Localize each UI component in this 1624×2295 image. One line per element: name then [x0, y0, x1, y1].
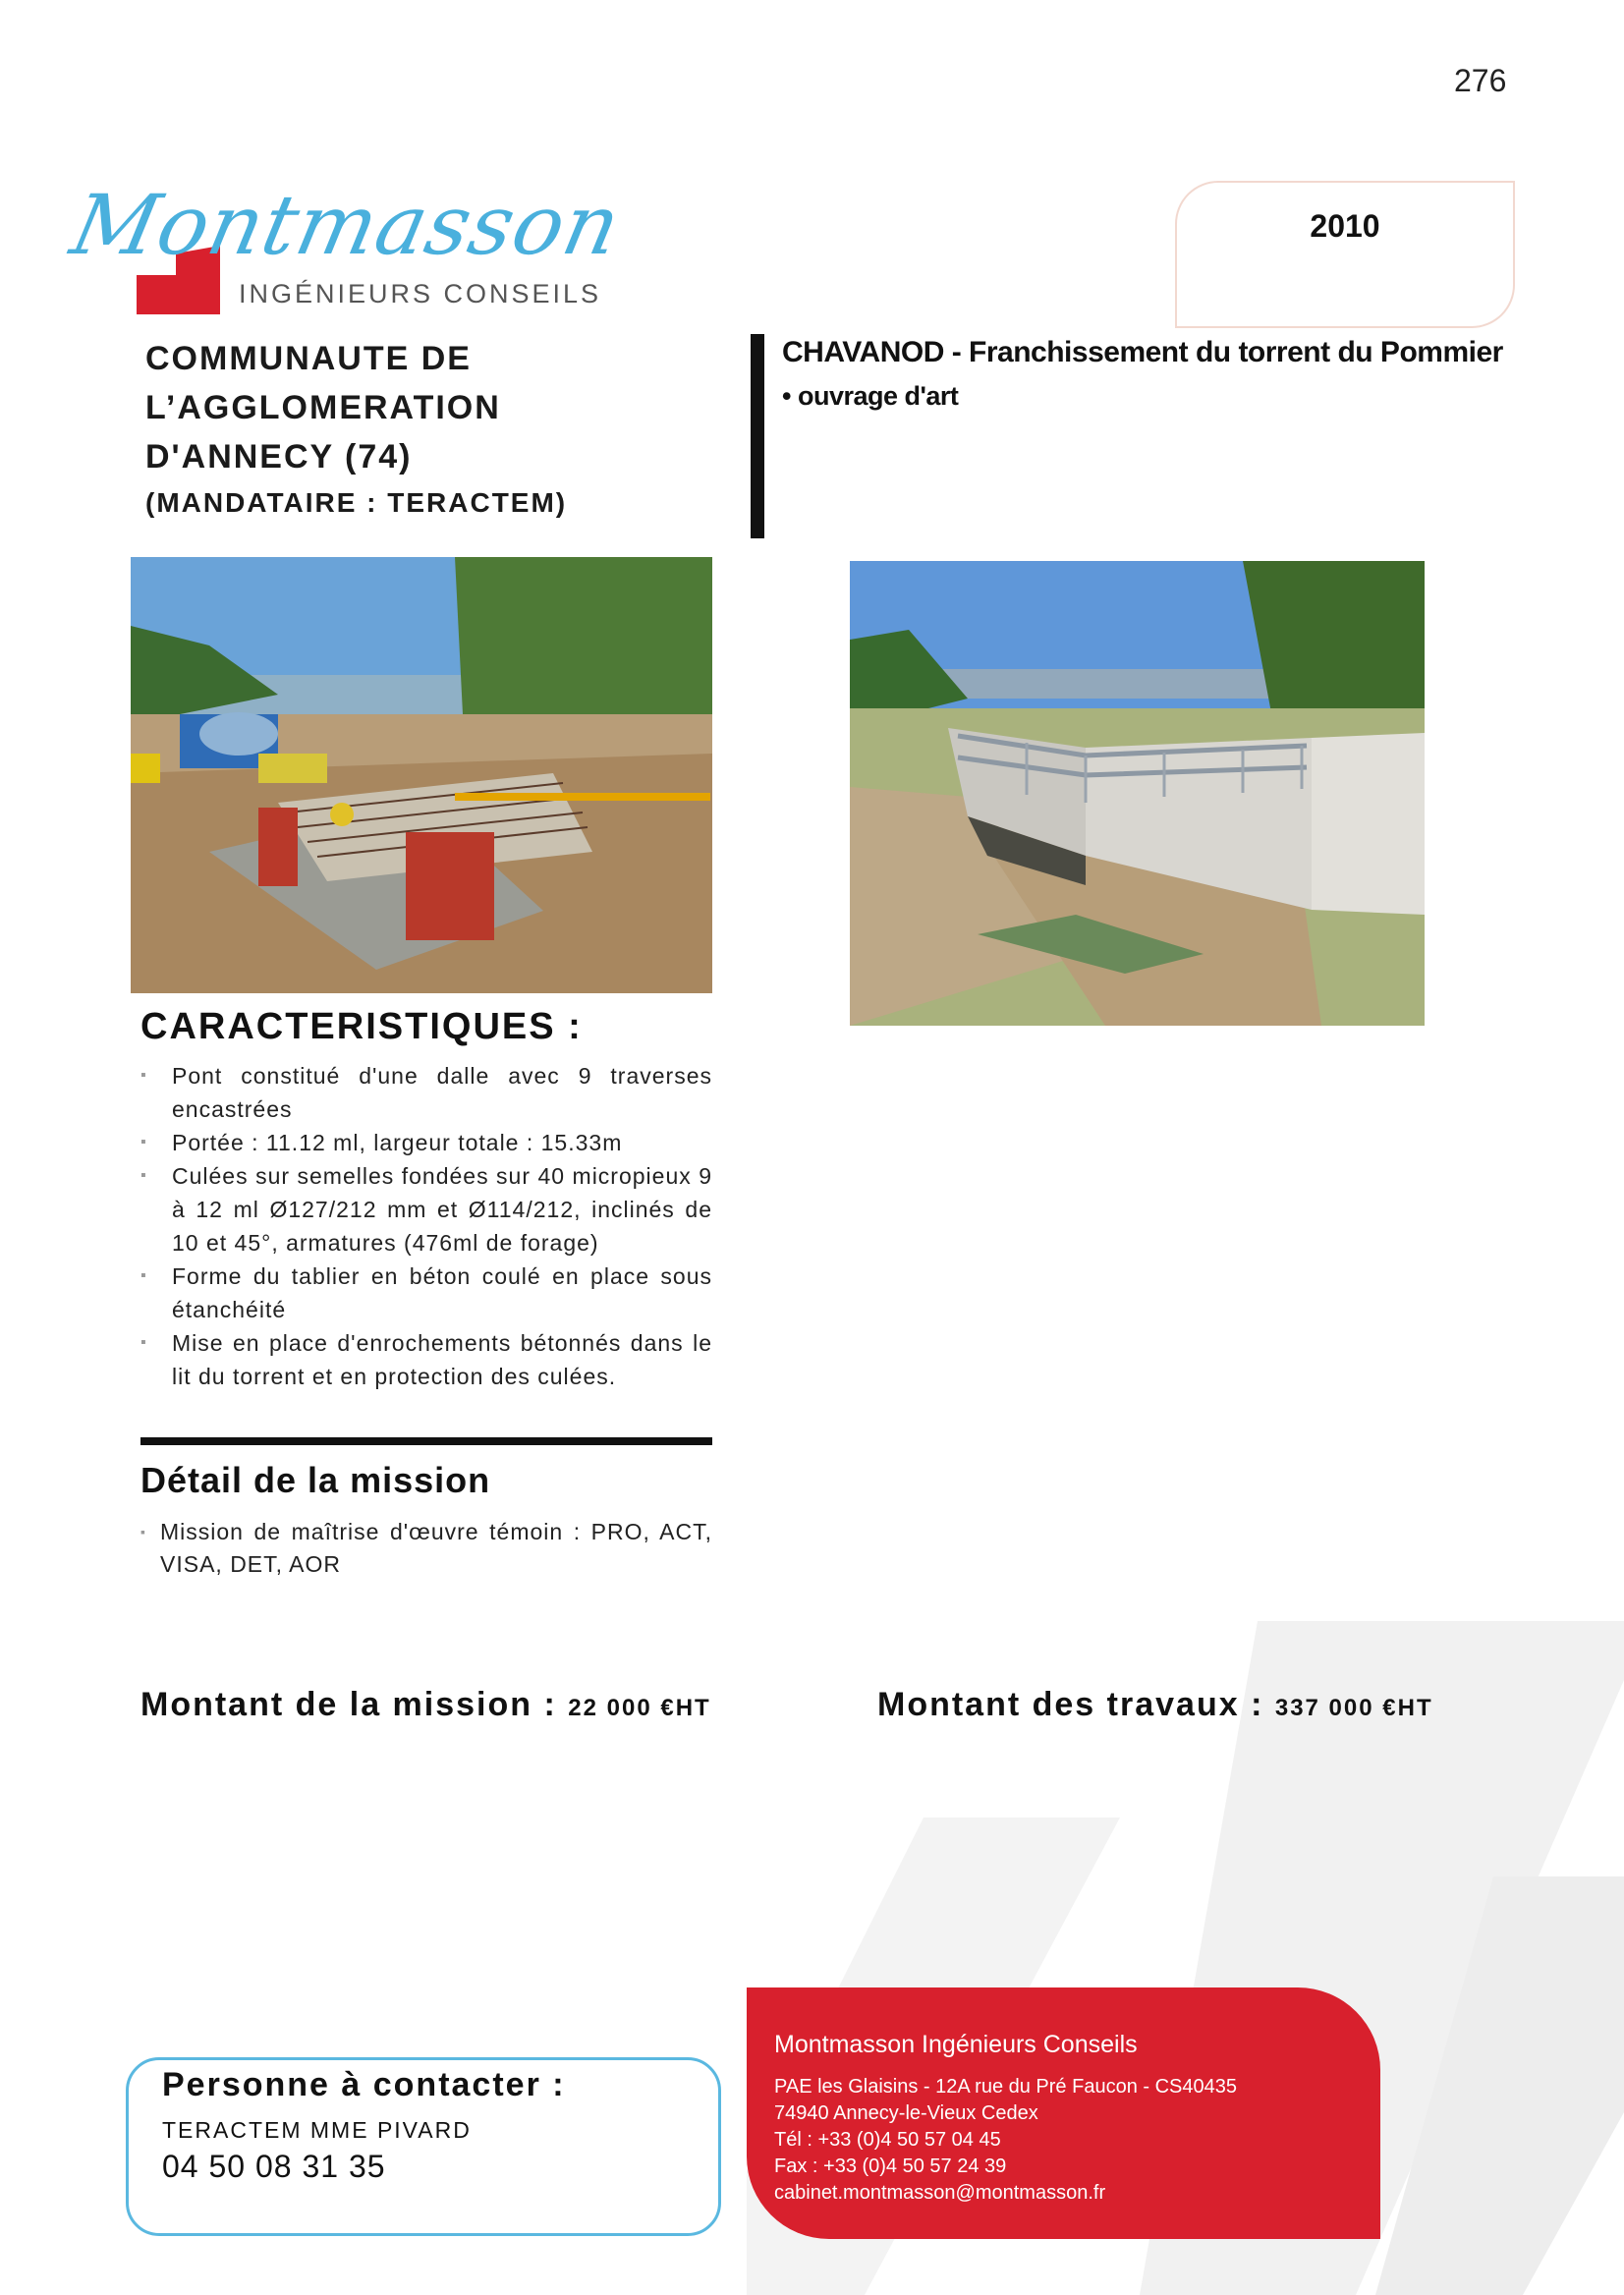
company-logo [63, 177, 673, 314]
contact-name: TERACTEM MME PIVARD [162, 2117, 472, 2143]
address-fax: Fax : +33 (0)4 50 57 24 39 [774, 2155, 1007, 2177]
works-amount-value: 337 000 €HT [1274, 1695, 1433, 1721]
address-phone: Tél : +33 (0)4 50 57 04 45 [774, 2129, 1001, 2151]
client-line: COMMUNAUTE DE [145, 340, 472, 377]
address-line: PAE les Glaisins - 12A rue du Pré Faucon - CS40435 [774, 2076, 1237, 2098]
client-line: L’AGGLOMERATION [145, 389, 501, 426]
year-box [1175, 181, 1515, 328]
construction-photo [131, 557, 712, 993]
list-item: ▪ Forme du tablier en béton coulé en place sous étanchéité [140, 1259, 712, 1326]
section-divider [140, 1437, 712, 1445]
company-address-panel [747, 1987, 1380, 2239]
project-type: • ouvrage d'art [782, 381, 959, 411]
address-lines [774, 2074, 1237, 2207]
address-company: Montmasson Ingénieurs Conseils [774, 2031, 1138, 2058]
mission-heading: Détail de la mission [140, 1460, 491, 1500]
address-line: 74940 Annecy-le-Vieux Cedex [774, 2102, 1038, 2124]
logo-subtitle: INGÉNIEURS CONSEILS [239, 279, 602, 308]
contact-heading: Personne à contacter : [162, 2066, 566, 2103]
mission-amount-label: Montant de la mission : [140, 1686, 557, 1723]
list-item: ▪ Mission de maîtrise d'œuvre témoin : PRO, ACT, VISA, DET, AOR [140, 1516, 712, 1581]
list-item: ▪ Portée : 11.12 ml, largeur totale : 15.33m [140, 1126, 712, 1159]
project-title: CHAVANOD - Franchissement du torrent du Pommier [782, 336, 1503, 368]
completed-bridge-photo [850, 561, 1425, 1026]
list-item: ▪ Culées sur semelles fondées sur 40 micropieux 9 à 12 ml Ø127/212 mm et Ø114/212, inclinés de 10 et 45°, armatures (476ml de forage) [140, 1159, 712, 1259]
list-item: ▪ Pont constitué d'une dalle avec 9 traverses encastrées [140, 1059, 712, 1126]
address-email: cabinet.montmasson@montmasson.fr [774, 2182, 1106, 2204]
works-amount-label: Montant des travaux : [877, 1686, 1264, 1723]
contact-box [126, 2057, 721, 2236]
characteristics-list [140, 1059, 712, 1393]
logo-wordmark: Montmasson [63, 177, 630, 273]
project-year: 2010 [1310, 208, 1380, 244]
page-number: 276 [1454, 63, 1507, 98]
project-accent-bar [751, 334, 764, 538]
characteristics-heading: CARACTERISTIQUES : [140, 1006, 583, 1047]
client-line: D'ANNECY (74) [145, 438, 413, 476]
mission-amount-value: 22 000 €HT [568, 1695, 711, 1721]
mission-list [140, 1516, 712, 1581]
client-block [145, 334, 735, 523]
client-mandataire: (MANDATAIRE : TERACTEM) [145, 487, 568, 518]
mission-amount [140, 1686, 711, 1724]
contact-phone: 04 50 08 31 35 [162, 2149, 386, 2184]
list-item: ▪ Mise en place d'enrochements bétonnés dans le lit du torrent et en protection des culées. [140, 1326, 712, 1393]
works-amount [877, 1686, 1433, 1724]
